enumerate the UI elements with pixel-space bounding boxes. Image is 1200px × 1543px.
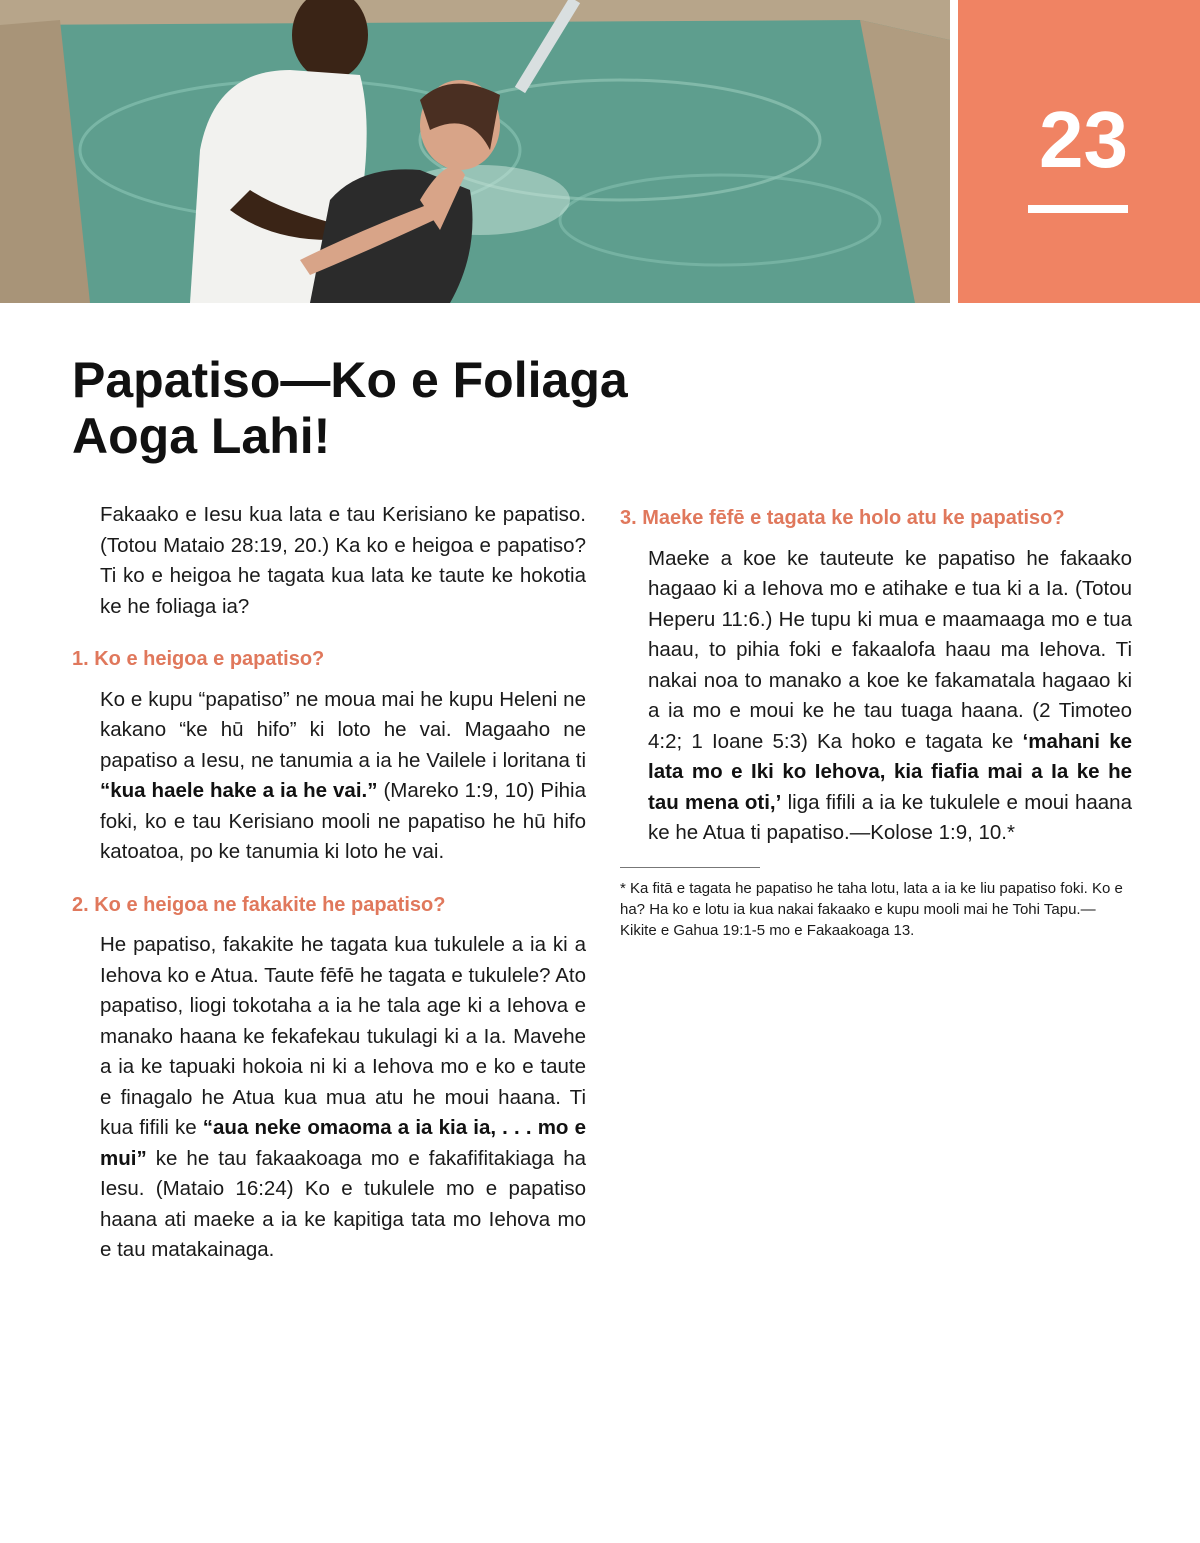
footnote-divider — [620, 867, 760, 868]
left-column — [72, 500, 586, 1266]
title-line-2: Aoga Lahi! — [72, 408, 331, 464]
question-1-answer — [100, 685, 586, 868]
answer-text: He papatiso, fakakite he tagata kua tukulele a ia ki a Iehova ko e Atua. Taute fēfē he tagata e tukulele? Ato papatiso, liogi tokotaha a ia he tala age ki a Iehova e manako haana ke fekafekau tukulagi ki a Ia. Mavehe a ia ke tapuaki hokoia ni ki a Iehova mo e ko e taute e finagalo he Atua kua mua atu he moui haana. Ti kua fifili ke — [100, 933, 586, 1139]
question-1-heading: 1. Ko e heigoa e papatiso? — [72, 648, 325, 670]
page-title — [72, 352, 692, 464]
answer-text: Maeke a koe ke tauteute ke papatiso he fakaako hagaao ki a Iehova mo e atihake e tua ki a Ia. (Totou Heperu 11:6.) He tupu ki mua e maamaaga mo e tua haau, to pihia foki e fakaalofa haau ma Iehova. Ti nakai noa to manako a koe ke fakamatala hagaao ki a ia mo e moui ke he tau tuaga haana. (2 Timoteo 4:2; 1 Ioane 5:3) Ka hoko e tagata ke — [648, 546, 1132, 753]
chapter-underline — [1028, 205, 1128, 213]
answer-text: ke he tau fakaakoaga mo e fakafifitakiaga ha Iesu. (Mataio 16:24) Ko e tukulele mo e papatiso haana ati maeke a ia ke kapitiga tata mo Iehova mo e tau matakainaga. — [100, 1146, 586, 1261]
question-2-heading: 2. Ko e heigoa ne fakakite he papatiso? — [72, 893, 446, 916]
scripture-quote: ‘mahani ke lata mo e Iki ko Iehova, kia fiafia mai a Ia ke he tau mena oti,’ — [648, 729, 1132, 814]
question-3-answer — [648, 544, 1132, 849]
scripture-quote: “kua haele hake a ia he vai.” — [100, 779, 378, 802]
chapter-badge — [958, 0, 1200, 303]
intro-paragraph: Fakaako e Iesu kua lata e tau Kerisiano ke papatiso. (Totou Mataio 28:19, 20.) Ka ko e heigoa e papatiso? Ti ko e heigoa he tagata kua lata ke taute ke hokotia ke he foliaga ia? — [100, 503, 586, 618]
title-line-1: Papatiso—Ko e Foliaga — [72, 352, 628, 408]
question-3-heading: 3. Maeke fēfē e tagata ke holo atu ke papatiso? — [620, 507, 1065, 529]
chapter-number: 23 — [1039, 95, 1128, 184]
footnote: * Ka fitā e tagata he papatiso he taha lotu, lata a ia ke liu papatiso foki. Ko e ha? Ha ko e lotu ia kua nakai fakaako e kupu mooli mai he Tohi Tapu.—Kikite e Gahua 19:1-5 mo e Fakaakoaga 13. — [620, 879, 1123, 939]
right-column — [620, 500, 1132, 941]
answer-text: (Mareko 1:9, 10) Pihia foki, ko e tau Kerisiano mooli ne papatiso he hū hifo katoatoa, po ke tanumia ki loto he vai. — [100, 779, 587, 863]
scripture-quote: “aua neke omaoma a ia kia ia, . . . mo e mui” — [100, 1116, 587, 1170]
baptism-photo — [0, 0, 950, 303]
answer-text: Ko e kupu “papatiso” ne moua mai he kupu Heleni ne kakano “ke hū hifo” ki loto he vai. Magaaho ne papatiso a Iesu, ne tanumia a ia he Vailele i loritana ti — [100, 687, 586, 772]
baptism-illustration — [0, 0, 950, 303]
question-2-answer — [100, 930, 586, 1266]
answer-text: liga fifili a ia ke tukulele e moui haana ke he Atua ti papatiso.—Kolose 1:9, 10.* — [648, 790, 1132, 844]
